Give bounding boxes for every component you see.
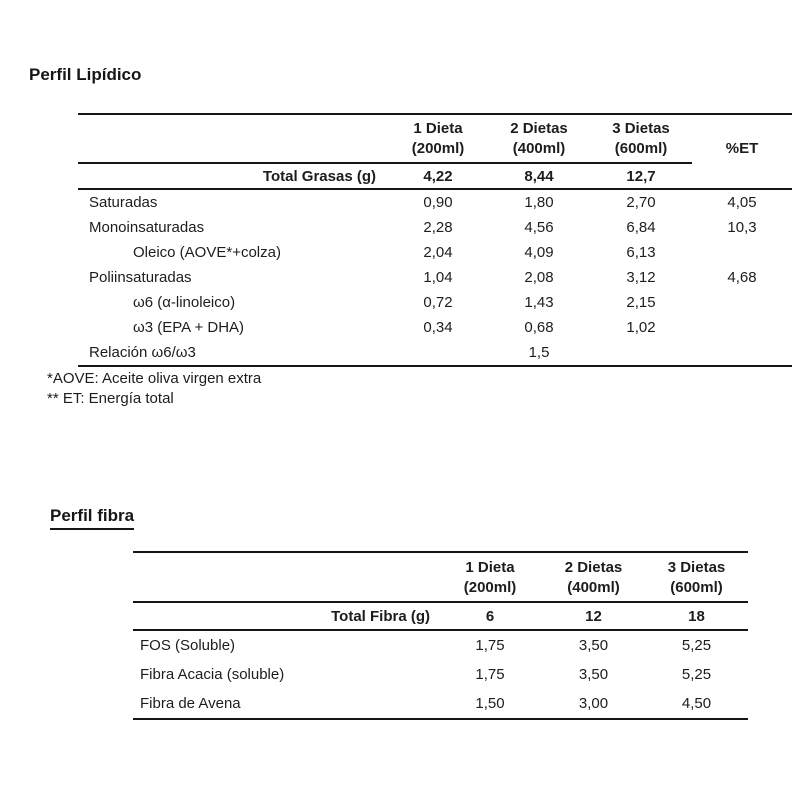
total-value: 18 (688, 607, 705, 625)
footnotes (47, 369, 261, 408)
lipid-table (78, 113, 792, 367)
cell-value: 1,5 (528, 344, 550, 361)
cell-value: 3,50 (578, 637, 609, 654)
row-label: ω3 (EPA + DHA) (133, 319, 245, 336)
table-body (133, 631, 748, 718)
row-label: FOS (Soluble) (140, 637, 236, 654)
table-row (78, 240, 792, 265)
total-label: Total Grasas (g) (262, 167, 376, 185)
row-label: Fibra de Avena (140, 695, 241, 712)
cell-value: 0,90 (423, 194, 453, 211)
cell-value: 1,80 (524, 194, 554, 211)
cell-value: 1,75 (475, 666, 505, 683)
table-row (78, 265, 792, 290)
column-header-subtitle: (200ml) (411, 140, 465, 157)
table-row (133, 689, 748, 718)
cell-value: 3,00 (578, 695, 609, 712)
column-header-title: 1 Dieta (465, 559, 515, 576)
column-header-subtitle: (400ml) (512, 140, 566, 157)
cell-value: 0,34 (423, 319, 453, 336)
column-header-title: 1 Dieta (413, 120, 463, 137)
table-row (78, 215, 792, 240)
footnote-aove: *AOVE: Aceite oliva virgen extra (47, 370, 262, 387)
cell-value: 2,04 (423, 244, 453, 261)
table-header-row (78, 115, 792, 162)
cell-value: 4,56 (524, 219, 554, 236)
total-value: 6 (485, 607, 495, 625)
cell-value: 2,08 (524, 269, 554, 286)
column-header-title: 2 Dietas (564, 559, 623, 576)
cell-value: 0,68 (524, 319, 554, 336)
footnote-et: ** ET: Energía total (47, 389, 174, 407)
cell-value: 6,84 (626, 219, 656, 236)
row-label: Relación ω6/ω3 (89, 344, 196, 361)
table-rule-bottom (133, 718, 748, 720)
row-label: Fibra Acacia (soluble) (140, 666, 285, 683)
cell-value: 4,09 (524, 244, 554, 261)
table-row (78, 190, 792, 215)
cell-value: 1,02 (626, 319, 656, 336)
table-row (133, 631, 748, 660)
cell-value: 4,68 (727, 269, 757, 286)
row-label: ω6 (α-linoleico) (133, 294, 236, 311)
fiber-table (133, 551, 748, 720)
table-row (133, 660, 748, 689)
table-body (78, 190, 792, 365)
total-row (133, 603, 748, 629)
column-header (692, 139, 792, 162)
fiber-title-text: Perfil fibra (50, 505, 134, 530)
cell-value: 4,05 (727, 194, 757, 211)
column-header (438, 558, 542, 601)
row-label: Monoinsaturadas (89, 219, 205, 236)
lipid-section-title: Perfil Lipídico (29, 65, 142, 84)
column-header-subtitle: (200ml) (463, 579, 517, 596)
column-header-title: %ET (725, 140, 759, 157)
total-value: 12 (585, 607, 602, 625)
column-header (590, 119, 692, 162)
cell-value: 2,15 (626, 294, 656, 311)
column-header-title: 2 Dietas (510, 120, 568, 137)
column-header (645, 558, 748, 601)
cell-value: 2,70 (626, 194, 656, 211)
total-value: 8,44 (524, 167, 554, 185)
cell-value: 1,75 (475, 637, 505, 654)
fiber-section-title (50, 505, 134, 530)
cell-value: 1,50 (475, 695, 505, 712)
table-header-row (133, 553, 748, 601)
cell-value: 4,50 (681, 695, 712, 712)
column-header (388, 119, 488, 162)
cell-value: 3,12 (626, 269, 656, 286)
total-value: 4,22 (423, 167, 453, 185)
column-header-title: 3 Dietas (667, 559, 726, 576)
cell-value: 5,25 (681, 666, 712, 683)
table-rule-bottom (78, 365, 792, 367)
row-label: Poliinsaturadas (89, 269, 192, 286)
column-header-subtitle: (400ml) (567, 579, 620, 596)
total-label: Total Fibra (g) (331, 607, 430, 625)
cell-value: 1,43 (524, 294, 554, 311)
cell-value: 2,28 (423, 219, 453, 236)
table-row (78, 290, 792, 315)
column-header (542, 558, 645, 601)
column-header-subtitle: (600ml) (614, 140, 668, 157)
column-header-title: 3 Dietas (612, 120, 670, 137)
cell-value: 5,25 (681, 637, 712, 654)
column-header-subtitle: (600ml) (670, 579, 723, 596)
table-row (78, 315, 792, 340)
total-row (78, 164, 792, 188)
table-row (78, 340, 792, 365)
row-label: Saturadas (89, 194, 158, 211)
cell-value: 6,13 (626, 244, 656, 261)
cell-value: 1,04 (423, 269, 453, 286)
row-label: Oleico (AOVE*+colza) (133, 244, 281, 261)
column-header (488, 119, 590, 162)
cell-value: 3,50 (578, 666, 609, 683)
cell-value: 10,3 (727, 219, 757, 236)
total-value: 12,7 (626, 167, 656, 185)
cell-value: 0,72 (423, 294, 453, 311)
